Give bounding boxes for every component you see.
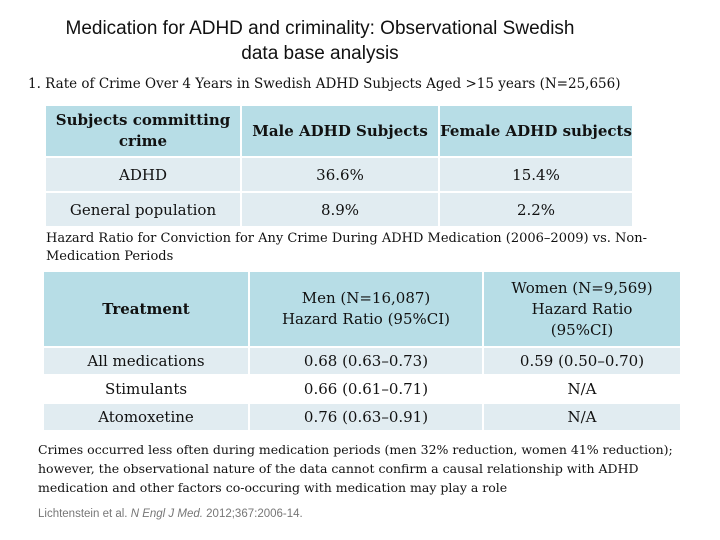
header-men-line-2: Hazard Ratio (95%CI) — [281, 310, 451, 328]
header-treatment-label: Treatment — [102, 299, 190, 318]
men-hazard-ratio: 0.66 (0.61–0.71) — [249, 375, 483, 403]
women-hazard-ratio: N/A — [483, 403, 681, 431]
treatment-name: Atomoxetine — [43, 403, 249, 431]
citation-journal: N Engl J Med. — [130, 508, 203, 520]
header-female: Female ADHD subjects — [439, 105, 633, 157]
header-women-line-1: Women (N=9,569) — [511, 278, 653, 297]
header-treatment — [43, 271, 249, 347]
hazard-ratio-table — [42, 270, 682, 432]
slide-title-line-1: Medication for ADHD and criminality: Observational Swedish — [65, 18, 575, 39]
treatment-name: Stimulants — [43, 375, 249, 403]
table-header-row — [45, 105, 633, 157]
table-header-row — [43, 271, 681, 347]
citation-authors: Lichtenstein et al. — [38, 508, 128, 520]
men-hazard-ratio: 0.68 (0.63–0.73) — [249, 347, 483, 375]
male-value: 36.6% — [241, 157, 439, 192]
header-women-line-2: Hazard Ratio — [531, 299, 633, 318]
men-hazard-ratio: 0.76 (0.63–0.91) — [249, 403, 483, 431]
women-hazard-ratio: N/A — [483, 375, 681, 403]
citation-details: 2012;367:2006-14. — [206, 508, 303, 520]
table-row — [43, 403, 681, 431]
female-value: 15.4% — [439, 157, 633, 192]
crime-rate-table — [44, 104, 634, 228]
row-label: ADHD — [45, 157, 241, 192]
table-row — [45, 157, 633, 192]
header-male: Male ADHD Subjects — [241, 105, 439, 157]
section2-heading: Hazard Ratio for Conviction for Any Crime During ADHD Medication (2006–2009) vs. Non-Medication Periods — [46, 231, 647, 264]
table-row — [43, 347, 681, 375]
women-hazard-ratio: 0.59 (0.50–0.70) — [483, 347, 681, 375]
treatment-name: All medications — [43, 347, 249, 375]
section1-heading: 1. Rate of Crime Over 4 Years in Swedish ADHD Subjects Aged >15 years (N=25,656) — [28, 76, 621, 92]
summary-note: Crimes occurred less often during medication periods (men 32% reduction, women 41% reduction); however, the observational nature of the data cannot confirm a causal relationship with ADHD medication and other factors co-occuring with medication may play a role — [38, 442, 673, 495]
header-subjects: Subjects committing crime — [45, 105, 241, 157]
table-row — [43, 375, 681, 403]
male-value: 8.9% — [241, 192, 439, 227]
header-men — [249, 271, 483, 347]
header-men-line-1: Men (N=16,087) — [301, 289, 431, 307]
citation — [38, 508, 303, 520]
slide-title-line-2: data base analysis — [241, 43, 399, 64]
header-women — [483, 271, 681, 347]
female-value: 2.2% — [439, 192, 633, 227]
slide-title — [40, 16, 600, 66]
row-label: General population — [45, 192, 241, 227]
header-women-line-3: (95%CI) — [550, 320, 614, 339]
table-row — [45, 192, 633, 227]
